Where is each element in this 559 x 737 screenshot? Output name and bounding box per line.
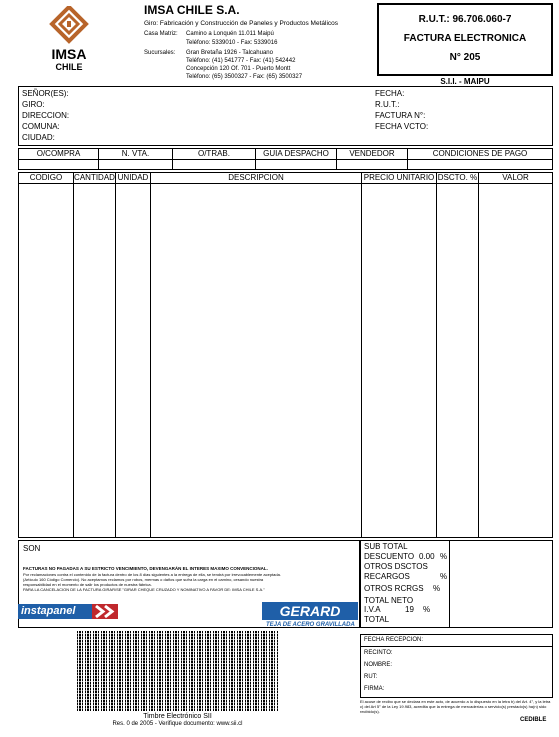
item-header-codigo: CODIGO [29, 173, 63, 182]
legal-line-1: FACTURAS NO PAGADAS A SU ESTRICTO VENCIMIENTO, DEVENGARÁN EL INTERES MAXIMO CONVENCIONAL. [23, 566, 268, 571]
client-giro-label: GIRO: [22, 100, 45, 109]
legal-line-3: (Artículo 160 Código Comercio). No aceptamos reclamos por robos, mermas o daños que sufra la carga en el camino, cesando nuestra [23, 577, 264, 582]
client-ciudad-label: CIUDAD: [22, 133, 55, 142]
ref-header-otrab: O/TRAB. [197, 149, 230, 158]
otros-rcrgs-label: OTROS RCRGS [364, 584, 424, 593]
gerard-tagline: TEJA DE ACERO GRAVILLADA [266, 622, 355, 628]
sucursal-1-phone: Teléfono: (41) 541777 - Fax: (41) 542442 [186, 58, 296, 64]
company-name: IMSA CHILE S.A. [144, 3, 240, 17]
rut-recepcion-label: RUT: [364, 674, 378, 680]
company-giro: Giro: Fabricación y Construcción de Paneles y Productos Metálicos [144, 20, 339, 27]
sii-office: S.I.I. - MAIPU [440, 77, 490, 86]
instapanel-text: instapanel [18, 604, 92, 619]
rut-number: R.U.T.: 96.706.060-7 [418, 14, 512, 25]
descuento-value: 0.00 [419, 552, 435, 561]
recargos-pct: % [440, 572, 448, 581]
gerard-text: GERARD [262, 602, 358, 620]
descuento-pct: % [440, 552, 448, 561]
legal-line-5: PARA LA CANCELACION DE LA FACTURA GIRAR/SE "GIRAR CHEQUE CRUZADO Y NOMINATIVO A FAVOR DE: IMSA CHILE S.A." [23, 587, 265, 592]
rut-label: R.U.T.: [375, 100, 400, 109]
sucursales-label: Sucursales: [144, 50, 176, 56]
item-header-precio: PRECIO UNITARIO [363, 173, 435, 182]
item-header-valor: VALOR [502, 173, 529, 182]
total-label: TOTAL [364, 615, 390, 624]
totals-box [360, 540, 553, 628]
instapanel-logo [18, 604, 118, 619]
descuento-label: DESCUENTO [364, 552, 415, 561]
subtotal-label: SUB TOTAL [364, 542, 408, 551]
invoice-number: N° 205 [449, 52, 481, 63]
reception-box [360, 634, 553, 698]
ref-header-guia: GUIA DESPACHO [263, 149, 329, 158]
client-direccion-label: DIRECCION: [22, 111, 70, 120]
firma-label: FIRMA: [364, 686, 385, 692]
gerard-logo [262, 602, 358, 630]
otros-rcrgs-pct: % [433, 584, 441, 593]
timbre-verify: Res. 0 de 2005 - Verifique documento: www.sii.cl [112, 721, 243, 727]
sucursal-1: Gran Bretaña 1926 - Talcahuano [186, 50, 273, 56]
legal-line-4: responsabilidad en el momento de salir los productos de nuestra fábrica. [23, 582, 152, 587]
sucursal-2: Concepción 120 Of. 701 - Puerto Montt [186, 66, 291, 72]
fecha-vcto-label: FECHA VCTO: [375, 122, 429, 131]
cedible-label: CEDIBLE [520, 717, 547, 723]
matriz-address: Camino a Lonquén 11.011 Maipú [186, 31, 274, 37]
legal-line-2: Por reclamaciones contra el contenido de la factura dentro de los 8 días siguientes a la entrega de ella, se tendrá por irrevocablemente aceptada. [23, 572, 281, 577]
item-header-descripcion: DESCRIPCION [228, 173, 284, 182]
sucursal-2-phone: Teléfono: (65) 3500327 - Fax: (65) 3500327 [186, 74, 303, 80]
matriz-phone: Teléfono: 5339010 - Fax: 5339016 [186, 40, 278, 46]
matriz-label: Casa Matriz: [144, 31, 178, 37]
items-table [18, 172, 553, 538]
otros-dsctos-label: OTROS DSCTOS [364, 562, 428, 571]
son-label: SON [23, 544, 41, 553]
nombre-label: NOMBRE: [364, 662, 393, 668]
total-neto-label: TOTAL NETO [364, 596, 414, 605]
logo-country: CHILE [55, 62, 83, 72]
imsa-emblem-icon [42, 6, 96, 48]
rut-box [377, 3, 553, 76]
client-senor-label: SEÑOR(ES): [22, 89, 69, 98]
reception-note: El acuse de recibo que se declara en este acto, de acuerdo a lo dispuesto en la letra b) del Art. 4°, y la letra c) del Art 5° de la Ley 19.983, acredita que la entrega de mercaderías o servicio(s) prestado(s) ha(n) sido recibido(s). [360, 699, 551, 714]
fecha-recepcion-label: FECHA RECEPCION: [364, 637, 424, 643]
factura-label: FACTURA N°: [375, 111, 426, 120]
item-header-cantidad: CANTIDAD [74, 173, 115, 182]
logo-brand: IMSA [51, 46, 87, 62]
chevron-icon [92, 604, 118, 619]
iva-value: 19 [405, 605, 414, 614]
iva-pct: % [423, 605, 431, 614]
item-header-unidad: UNIDAD [117, 173, 149, 182]
company-logo [42, 6, 96, 76]
fecha-label: FECHA: [375, 89, 405, 98]
recargos-label: RECARGOS [364, 572, 410, 581]
document-type: FACTURA ELECTRONICA [403, 33, 527, 44]
client-box [18, 86, 553, 146]
ref-header-nvta: N. VTA. [121, 149, 150, 158]
ref-header-vendedor: VENDEDOR [349, 149, 395, 158]
recinto-label: RECINTO: [364, 650, 393, 656]
client-comuna-label: COMUNA: [22, 122, 60, 131]
timbre-label: Timbre Electrónico SII [143, 713, 212, 720]
iva-label: I.V.A [364, 605, 381, 614]
timbre-barcode [77, 631, 278, 711]
reference-table [18, 148, 553, 170]
ref-header-condiciones: CONDICIONES DE PAGO [432, 149, 528, 158]
ref-header-ocompra: O/COMPRA [36, 149, 81, 158]
item-header-dscto: DSCTO. % [437, 173, 478, 182]
